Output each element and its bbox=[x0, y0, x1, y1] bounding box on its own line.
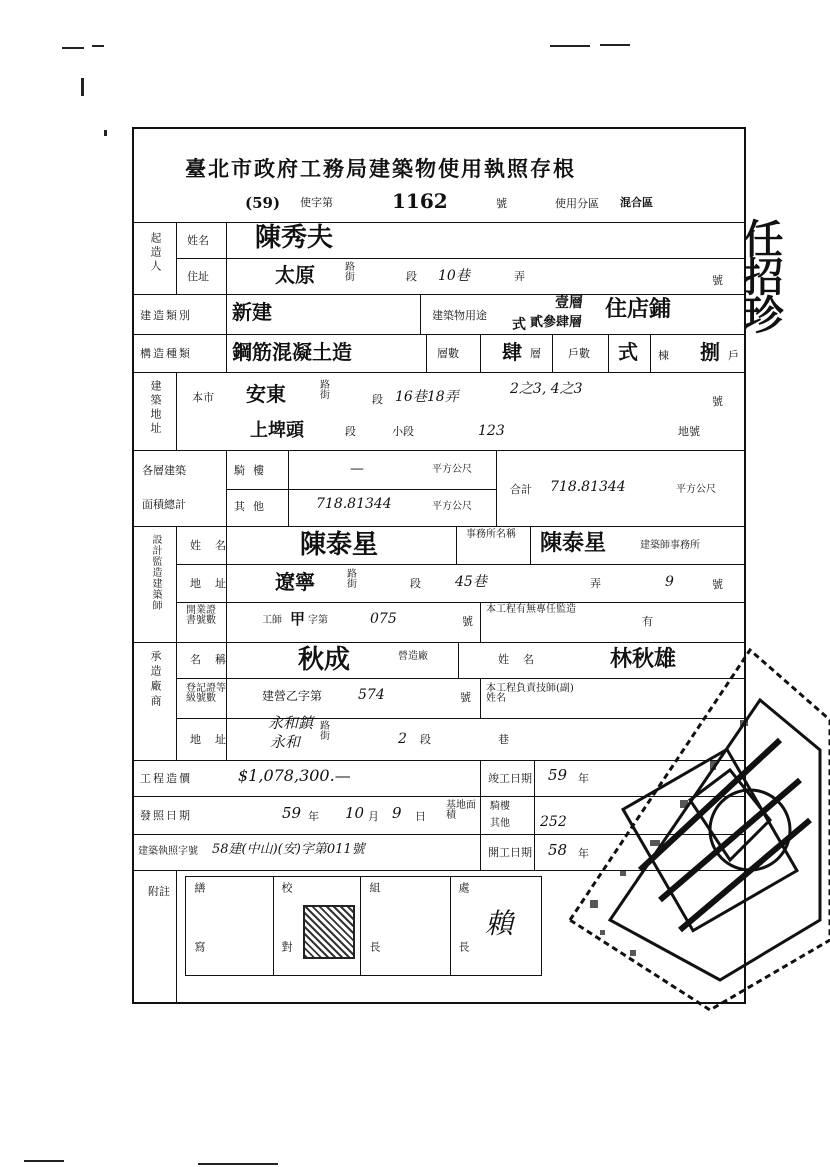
area-label-2: 面積總計 bbox=[142, 498, 186, 511]
architect-eng-label: 本工程有無專任監造 bbox=[486, 604, 576, 615]
build-use-floor: 壹層 bbox=[555, 295, 583, 311]
site-land-no: 123 bbox=[478, 423, 505, 439]
contractor-tech-label: 本工程負責技師(副)姓名 bbox=[486, 683, 574, 704]
permit-label: 建築執照字號 bbox=[138, 846, 198, 857]
architect-duan: 段 bbox=[410, 577, 421, 590]
bldg-value: 式 bbox=[618, 340, 638, 364]
base-sub-2: 其他 bbox=[490, 818, 510, 829]
contractor-person-label: 姓名 bbox=[498, 653, 548, 666]
start-unit: 年 bbox=[578, 847, 589, 860]
license-number: 1162 bbox=[392, 189, 448, 213]
form-title: 臺北市政府工務局建築物使用執照存根 bbox=[185, 156, 576, 181]
cost-value: $1,078,300.— bbox=[238, 766, 351, 785]
contractor-road-suffix: 路街 bbox=[320, 721, 330, 742]
architect-office: 陳泰星 bbox=[540, 530, 607, 556]
applicant-addr-label: 住址 bbox=[187, 270, 209, 283]
build-use-floor2: 貳參肆層 bbox=[530, 315, 583, 330]
zone-label: 使用分區 bbox=[555, 197, 599, 210]
license-suffix: 號 bbox=[496, 197, 507, 210]
site-city: 本市 bbox=[192, 391, 214, 404]
other-label: 其他 bbox=[234, 500, 272, 513]
architect-eng-value: 有 bbox=[642, 615, 653, 628]
done-label: 竣工日期 bbox=[488, 772, 532, 785]
site-duan: 段 bbox=[372, 393, 383, 406]
architect-section-label: 設計監造建築師 bbox=[150, 534, 161, 611]
issue-year-unit: 年 bbox=[308, 810, 319, 823]
contractor-name-label: 名稱 bbox=[190, 653, 240, 666]
applicant-duan: 段 bbox=[406, 270, 417, 283]
applicant-road-suffix: 路街 bbox=[345, 262, 355, 283]
issue-day-unit: 日 bbox=[415, 810, 426, 823]
contractor-section-label: 承造廠商 bbox=[149, 650, 162, 710]
site-section: 上埤頭 bbox=[250, 420, 304, 441]
bldg-unit: 棟 bbox=[658, 349, 669, 362]
build-use-label: 建築物用途 bbox=[432, 309, 487, 322]
contractor-name: 秋成 bbox=[298, 645, 351, 675]
issue-label: 發照日期 bbox=[140, 809, 192, 822]
director-signature: 賴 bbox=[485, 907, 514, 940]
site-hao: 號 bbox=[712, 395, 723, 408]
contractor-reg-suffix: 號 bbox=[460, 691, 471, 704]
architect-name-label: 姓名 bbox=[190, 539, 240, 552]
other-unit: 平方公尺 bbox=[432, 501, 472, 512]
contractor-addr-label: 地址 bbox=[190, 733, 240, 746]
contractor-reg-no: 574 bbox=[358, 687, 385, 703]
architect-alley: 弄 bbox=[590, 577, 601, 590]
units-label: 戶數 bbox=[568, 347, 590, 360]
cell-copy-label: 繕寫 bbox=[193, 882, 206, 1000]
floors-value: 肆 bbox=[502, 340, 522, 364]
structure-label: 構造種類 bbox=[140, 347, 192, 360]
contractor-addr-town: 永和鎮 bbox=[268, 714, 314, 732]
build-type-label: 建造類別 bbox=[140, 309, 192, 322]
seal-stamp-icon bbox=[303, 905, 355, 959]
architect-grade-prefix: 字第 bbox=[308, 615, 328, 626]
site-lane: 16巷18弄 bbox=[395, 389, 459, 405]
architect-addr-label: 地址 bbox=[190, 577, 240, 590]
build-use-value: 住店鋪 bbox=[605, 296, 672, 322]
zone-value: 混合區 bbox=[620, 196, 653, 209]
arcade-value: — bbox=[350, 461, 364, 477]
cell-director-label: 處長 bbox=[457, 882, 470, 1000]
architect-cert-no: 075 bbox=[370, 611, 397, 627]
contractor-duan: 段 bbox=[420, 733, 431, 746]
units-unit: 戶 bbox=[728, 349, 739, 362]
issue-year: 59 bbox=[282, 804, 302, 822]
arcade-label: 騎樓 bbox=[234, 464, 272, 477]
units-value: 捌 bbox=[700, 340, 720, 364]
total-value: 718.81344 bbox=[550, 479, 626, 495]
cost-label: 工程造價 bbox=[140, 772, 192, 785]
site-road: 安東 bbox=[246, 382, 286, 406]
applicant-section-label: 起造人 bbox=[149, 232, 162, 274]
architect-name: 陳泰星 bbox=[300, 530, 379, 560]
architect-grade: 工師 bbox=[262, 615, 282, 626]
contractor-duan-num: 2 bbox=[398, 731, 407, 747]
license-year: (59) bbox=[245, 194, 281, 212]
base-label: 基地面積 bbox=[446, 800, 476, 821]
structure-value: 鋼筋混凝土造 bbox=[232, 340, 352, 364]
other-value: 718.81344 bbox=[316, 496, 392, 512]
architect-grade-value: 甲 bbox=[290, 610, 306, 628]
area-label-1: 各層建築 bbox=[142, 464, 186, 477]
site-nums: 2之3, 4之3 bbox=[510, 381, 583, 397]
build-type-value: 新建 bbox=[232, 300, 272, 324]
issue-month: 10 bbox=[345, 804, 365, 822]
architect-road-suffix: 路街 bbox=[347, 569, 357, 590]
architect-lane: 45巷 bbox=[455, 574, 487, 590]
site-subsection: 小段 bbox=[392, 425, 414, 438]
applicant-alley: 弄 bbox=[514, 270, 525, 283]
applicant-lane: 10巷 bbox=[438, 268, 470, 284]
permit-value: 58建(中山)(安)字第011號 bbox=[212, 842, 365, 857]
floors-label: 層數 bbox=[437, 347, 459, 360]
start-label: 開工日期 bbox=[488, 846, 532, 859]
architect-cert-label: 開業證書號數 bbox=[186, 605, 216, 626]
contractor-person: 林秋雄 bbox=[610, 646, 677, 672]
cell-proof-label: 校對 bbox=[280, 882, 293, 1000]
site-label: 建築地址 bbox=[149, 380, 162, 436]
build-use-note: 式 bbox=[512, 317, 526, 333]
architect-road: 遼寧 bbox=[275, 570, 315, 594]
site-land-suffix: 地號 bbox=[678, 425, 700, 438]
floors-unit: 層 bbox=[530, 347, 541, 360]
issue-day: 9 bbox=[392, 804, 402, 822]
issue-month-unit: 月 bbox=[368, 810, 379, 823]
license-prefix: 使字第 bbox=[300, 196, 333, 209]
architect-office-label: 事務所名稱 bbox=[466, 529, 516, 540]
architect-hao: 號 bbox=[712, 578, 723, 591]
cell-leader-label: 組長 bbox=[368, 882, 381, 1000]
applicant-hao: 號 bbox=[712, 274, 723, 287]
start-year: 58 bbox=[548, 841, 568, 859]
applicant-name: 陳秀夫 bbox=[255, 223, 334, 253]
contractor-reg-value: 建營乙字第 bbox=[262, 689, 323, 703]
contractor-road: 永和 bbox=[270, 733, 301, 751]
site-section-suffix: 段 bbox=[345, 425, 356, 438]
done-unit: 年 bbox=[578, 772, 589, 785]
architect-cert-suffix: 號 bbox=[462, 615, 473, 628]
total-unit: 平方公尺 bbox=[676, 484, 716, 495]
done-year: 59 bbox=[548, 766, 568, 784]
edge-text: 任招珍 bbox=[737, 218, 784, 332]
site-road-suffix: 路街 bbox=[320, 380, 330, 401]
applicant-name-label: 姓名 bbox=[187, 234, 209, 247]
notes-label: 附註 bbox=[148, 885, 170, 898]
arcade-unit: 平方公尺 bbox=[432, 464, 472, 475]
contractor-lane: 巷 bbox=[498, 733, 509, 746]
contractor-name-suffix: 營造廠 bbox=[398, 651, 428, 662]
total-label: 合計 bbox=[510, 483, 532, 496]
applicant-road: 太原 bbox=[275, 263, 315, 287]
architect-hao-num: 9 bbox=[665, 574, 674, 590]
official-seal-icon bbox=[530, 620, 830, 1020]
base-sub-1: 騎樓 bbox=[490, 801, 510, 812]
contractor-reg-label: 登記證等級號數 bbox=[186, 683, 226, 704]
base-value: 252 bbox=[540, 814, 567, 830]
architect-office-suffix: 建築師事務所 bbox=[640, 540, 700, 551]
